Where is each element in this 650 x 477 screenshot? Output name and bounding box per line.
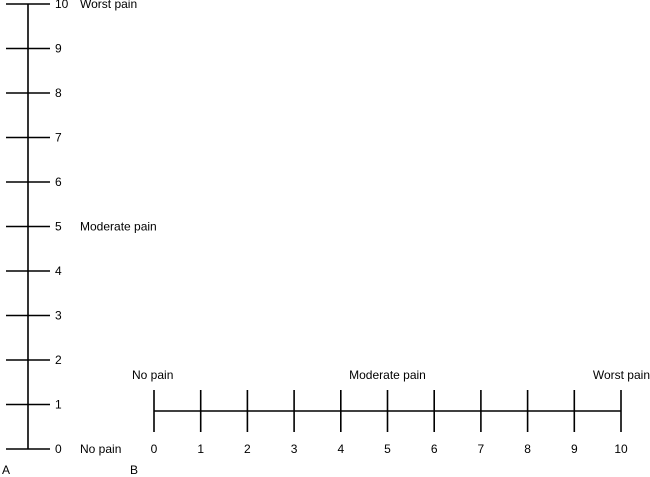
vertical-tick-label: 1 xyxy=(55,397,62,412)
vertical-tick-label: 5 xyxy=(55,219,62,234)
horizontal-anchor-label: Worst pain xyxy=(592,368,650,382)
vertical-tick-label: 2 xyxy=(55,353,62,367)
vertical-pain-scale xyxy=(6,0,157,456)
vertical-tick-label: 7 xyxy=(55,130,62,145)
horizontal-tick-label: 10 xyxy=(614,442,628,456)
panel-label-b: B xyxy=(130,463,139,477)
vertical-anchor-label: Worst pain xyxy=(80,0,138,11)
vertical-anchor-label: No pain xyxy=(80,442,122,456)
vertical-tick-label: 3 xyxy=(55,308,62,323)
horizontal-anchor-label: Moderate pain xyxy=(349,368,426,382)
horizontal-tick-label: 3 xyxy=(290,442,298,456)
horizontal-tick-label: 2 xyxy=(244,442,251,456)
vertical-tick-label: 10 xyxy=(55,0,69,11)
vertical-tick-label: 8 xyxy=(55,86,62,100)
horizontal-tick-label: 7 xyxy=(477,442,485,456)
panel-label-a: A xyxy=(2,463,11,477)
vertical-tick-label: 9 xyxy=(55,41,62,56)
horizontal-tick-label: 5 xyxy=(384,442,391,456)
horizontal-tick-label: 8 xyxy=(524,442,531,456)
horizontal-pain-scale xyxy=(132,368,650,456)
horizontal-tick-label: 4 xyxy=(337,442,345,456)
vertical-tick-label: 0 xyxy=(55,442,62,456)
vertical-tick-label: 6 xyxy=(55,175,62,189)
horizontal-tick-label: 1 xyxy=(197,442,205,456)
vertical-anchor-label: Moderate pain xyxy=(80,219,157,234)
horizontal-tick-label: 9 xyxy=(570,442,578,456)
vertical-tick-label: 4 xyxy=(55,264,62,278)
horizontal-anchor-label: No pain xyxy=(132,368,174,382)
horizontal-tick-label: 0 xyxy=(150,442,158,456)
horizontal-tick-label: 6 xyxy=(430,442,438,456)
